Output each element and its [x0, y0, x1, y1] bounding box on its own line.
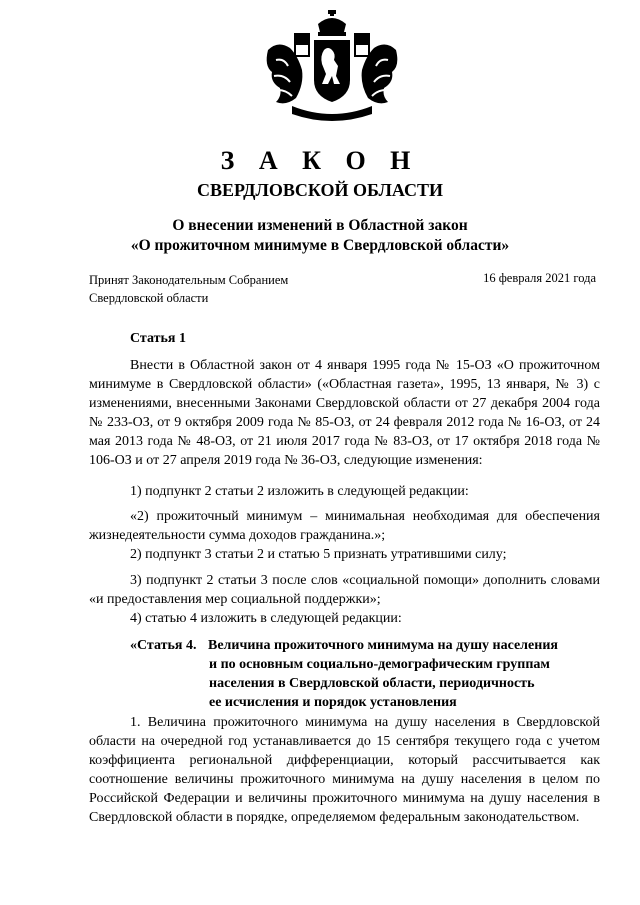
article-4-paragraph-1: 1. Величина прожиточного минимума на душу населения в Свердловской области на очередной год устанавливается до 15 сентября текущего года с учетом коэффициента региональной дифференциации, который рассчитывается как соотношение величины прожиточного минимума на душу населения в целом по Российской Федерации и величины прожиточного минимума на душу населения в Свердловской области в порядке, определяемом федеральным законодательством.	[89, 715, 600, 825]
amendment-item: «2) прожиточный минимум – минимальная необходимая для обеспечения жизнедеятельности сумма доходов гражданина.»;	[89, 509, 600, 543]
article-4-title-line: и по основным социально-демографическим группам	[209, 657, 550, 672]
article-1-intro: Внести в Областной закон от 4 января 1995 года № 15-ОЗ «О прожиточном минимуме в Свердловской области» («Областная газета», 1995, 13 января, № 3) с изменениями, внесенными Законами Свердловской области от 27 декабря 2004 года № 233-ОЗ, от 9 октября 2009 года № 85-ОЗ, от 24 февраля 2012 года № 16-ОЗ, от 24 мая 2013 года № 48-ОЗ, от 21 июля 2017 года № 83-ОЗ, от 17 октября 2018 года № 106-ОЗ и от 27 апреля 2019 года № 36-ОЗ, следующие изменения:	[89, 358, 600, 468]
adopted-by-line-1: Принят Законодательным Собранием	[89, 273, 289, 287]
amendment-item: 4) статью 4 изложить в следующей редакции:	[130, 611, 402, 626]
amendment-item: 2) подпункт 3 статьи 2 и статью 5 признать утратившими силу;	[130, 547, 507, 562]
adopted-by	[89, 271, 288, 307]
amendment-item: 3) подпункт 2 статьи 3 после слов «социальной помощи» дополнить словами «и предоставления мер социальной поддержки»;	[89, 573, 600, 607]
article-4-title-lines	[209, 636, 619, 712]
article-4-prefix: «Статья 4.	[130, 638, 197, 653]
amendment-item: 1) подпункт 2 статьи 2 изложить в следующей редакции:	[130, 484, 469, 499]
law-subtitle-line-1: О внесении изменений в Областной закон	[172, 217, 468, 234]
coat-of-arms-icon	[262, 10, 402, 122]
article-4-title	[130, 636, 610, 710]
article-1-heading: Статья 1	[130, 331, 186, 346]
law-title: З А К О Н	[220, 146, 420, 175]
article-4-title-line: Величина прожиточного минимума на душу населения	[208, 638, 558, 653]
article-4-title-line: населения в Свердловской области, периодичность	[209, 676, 535, 691]
law-subtitle-line-2: «О прожиточном минимуме в Свердловской области»	[130, 237, 510, 254]
law-region: СВЕРДЛОВСКОЙ ОБЛАСТИ	[197, 180, 443, 200]
adoption-date: 16 февраля 2021 года	[483, 271, 596, 285]
article-4-title-line: ее исчисления и порядок установления	[209, 695, 457, 710]
adopted-by-line-2: Свердловской области	[89, 291, 209, 305]
